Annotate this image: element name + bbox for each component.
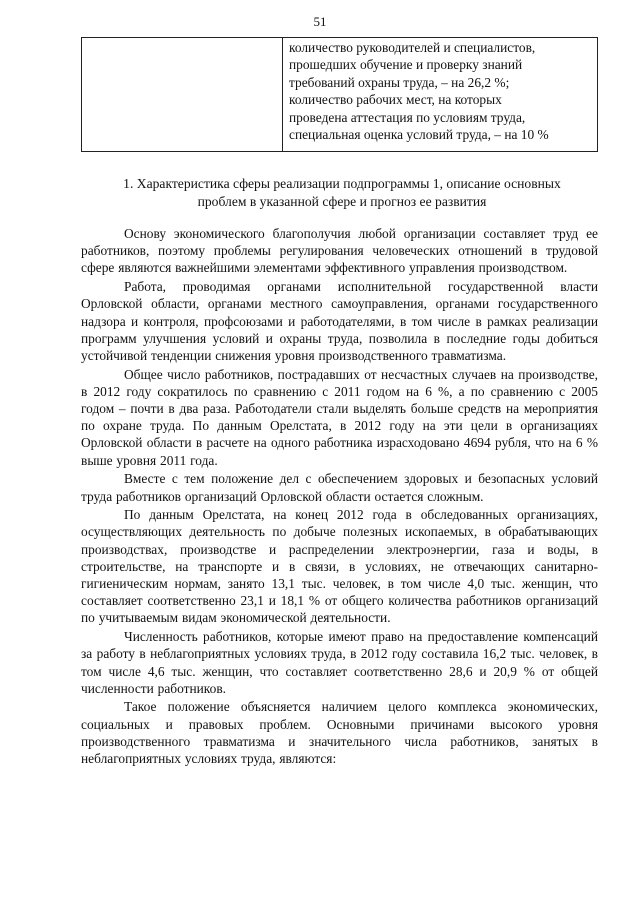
paragraph-7: Такое положение объясняется наличием целого комплекса экономических, социальных и правовых проблем. Основными причинами высокого уровня производственного травматизма и значительного числа работников, занятых в неблагоприятных условиях труда, являются: <box>81 699 598 767</box>
paragraph-3: Общее число работников, пострадавших от несчастных случаев на производстве, в 2012 году сократилось по сравнению с 2011 годом на 6 %, а по сравнению с 2005 годом – почти в два раза. Работодатели стали выделять больше средств на мероприятия по охране труда. По данным Орелстата, в 2012 году на эти цели в организациях Орловской области в расчете на одного работника израсходовано 4694 рубля, что на 6 % выше уровня 2011 года. <box>81 366 598 468</box>
table-line: специальная оценка условий труда, – на 10 % <box>289 127 549 143</box>
table-cell-right <box>283 38 597 151</box>
paragraph-1: Основу экономического благополучия любой организации составляет труд ее работников, поэтому проблемы регулирования человеческих отношений в трудовой сфере являются важнейшими элементами эффективного управления производством. <box>81 226 598 276</box>
table-line: количество руководителей и специалистов, <box>289 40 536 55</box>
section-title-line-1: 1. Характеристика сферы реализации подпрограммы 1, описание основных <box>123 176 561 191</box>
paragraph-2: Работа, проводимая органами исполнительной государственной власти Орловской области, органами местного самоуправления, органами государственного надзора и контроля, профсоюзами и работодателями, в том числе в рамках реализации программ улучшения условий и охраны труда, позволила в последние годы добиться устойчивой тенденции снижения уровня производственного травматизма. <box>81 279 598 363</box>
paragraph-6: Численность работников, которые имеют право на предоставление компенсаций за работу в неблагоприятных условиях труда, в 2012 году составила 16,2 тыс. человек, в том числе 4,6 тыс. женщин, что составляет соответственно 28,6 и 20,9 % от общей численности работников. <box>81 629 598 696</box>
body-text <box>81 225 598 769</box>
paragraph-4: Вместе с тем положение дел с обеспечением здоровых и безопасных условий труда работников организаций Орловской области остается сложным. <box>81 471 598 504</box>
table-line: количество рабочих мест, на которых <box>289 92 502 108</box>
table-cell-left <box>82 38 283 151</box>
section-title <box>86 175 598 211</box>
table-line: требований охраны труда, – на 26,2 %; <box>289 74 510 90</box>
table-line: прошедших обучение и проверку знаний <box>289 57 523 73</box>
page-number: 51 <box>313 14 327 29</box>
section-title-line-2: проблем в указанной сфере и прогноз ее развития <box>197 194 487 209</box>
table-line: проведена аттестация по условиям труда, <box>289 109 526 125</box>
paragraph-5: По данным Орелстата, на конец 2012 года в обследованных организациях, осуществляющих деятельность по добыче полезных ископаемых, в обрабатывающих производствах, производстве и распределении электроэнергии, газа и воды, в строительстве, на транспорте и в связи, в условиях, не отвечающих санитарно-гигиеническим нормам, занято 13,1 тыс. человек, в том числе 4,0 тыс. женщин, что составляет соответственно 23,1 и 18,1 % от общего количества работников организаций по учитываемым видам экономической деятельности. <box>81 507 598 626</box>
indicators-table-fragment <box>81 37 598 152</box>
